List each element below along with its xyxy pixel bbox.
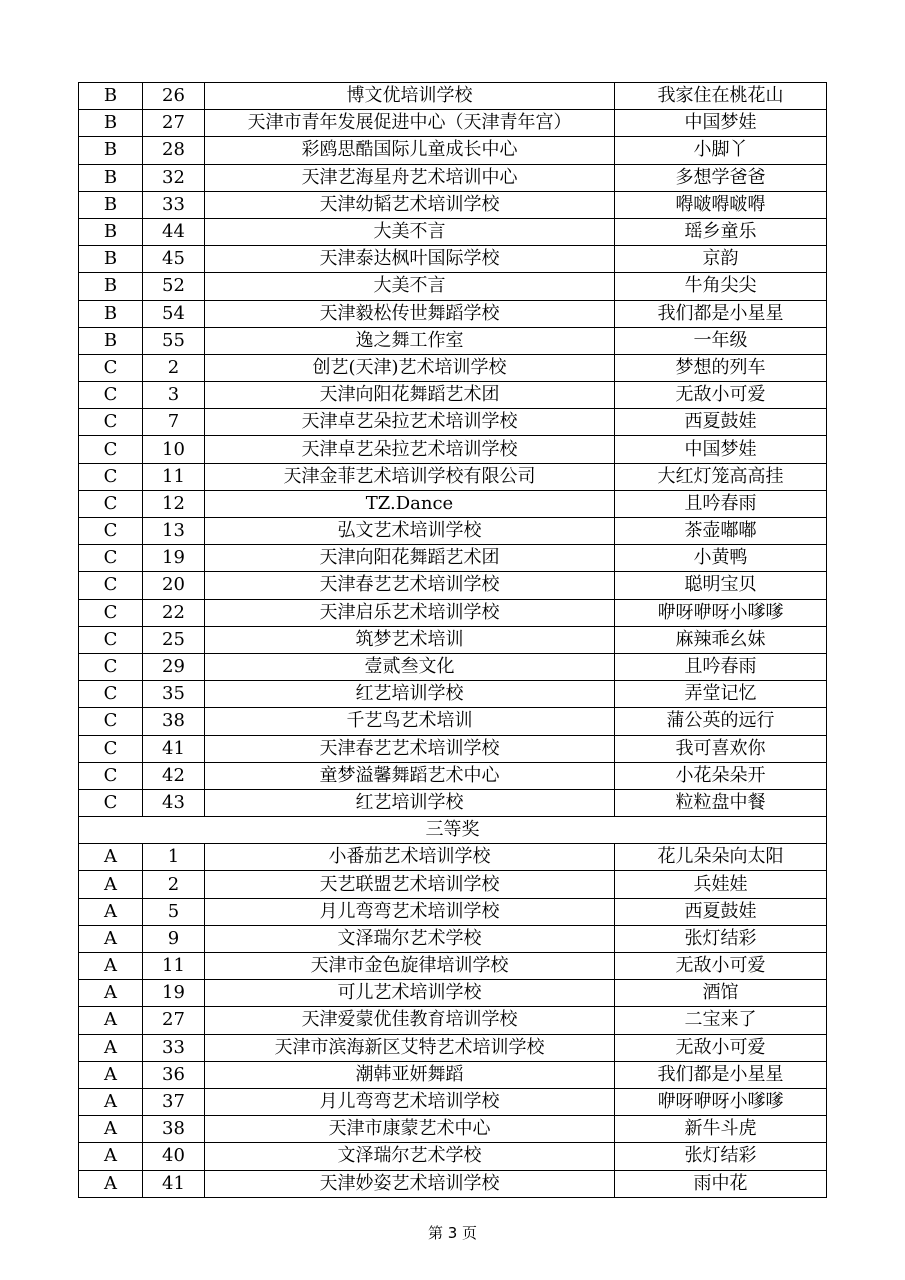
table-row [79,762,827,789]
school-cell: 童梦溢馨舞蹈艺术中心 [205,762,615,789]
number-cell: 28 [143,137,205,164]
number-cell: 32 [143,164,205,191]
program-cell: 小花朵朵开 [615,762,827,789]
program-cell: 大红灯笼高高挂 [615,463,827,490]
school-cell: 小番茄艺术培训学校 [205,844,615,871]
number-cell: 36 [143,1061,205,1088]
section-third-prize [79,817,827,844]
table-body-continued [79,83,827,817]
school-cell: 创艺(天津)艺术培训学校 [205,354,615,381]
program-cell: 聪明宝贝 [615,572,827,599]
number-cell: 54 [143,300,205,327]
group-cell: C [79,409,143,436]
table-row [79,354,827,381]
page-number: 第 3 页 [427,1224,478,1242]
number-cell: 38 [143,708,205,735]
group-cell: A [79,953,143,980]
program-cell: 京韵 [615,246,827,273]
group-cell: C [79,735,143,762]
group-cell: A [79,1061,143,1088]
school-cell: 天津向阳花舞蹈艺术团 [205,545,615,572]
program-cell: 无敌小可爱 [615,1034,827,1061]
number-cell: 44 [143,218,205,245]
school-cell: 红艺培训学校 [205,681,615,708]
program-cell: 雨中花 [615,1170,827,1197]
number-cell: 1 [143,844,205,871]
program-cell: 我家住在桃花山 [615,83,827,110]
table-body-third-prize [79,844,827,1197]
number-cell: 2 [143,354,205,381]
number-cell: 20 [143,572,205,599]
table-row [79,953,827,980]
school-cell: 天津泰达枫叶国际学校 [205,246,615,273]
school-cell: 天津金菲艺术培训学校有限公司 [205,463,615,490]
number-cell: 41 [143,1170,205,1197]
group-cell: B [79,83,143,110]
number-cell: 19 [143,545,205,572]
school-cell: 天津市青年发展促进中心（天津青年宫） [205,110,615,137]
table-row [79,164,827,191]
number-cell: 19 [143,980,205,1007]
table-row [79,735,827,762]
program-cell: 小黄鸭 [615,545,827,572]
table-row [79,409,827,436]
group-cell: C [79,681,143,708]
table-row [79,1088,827,1115]
program-cell: 茶壶嘟嘟 [615,518,827,545]
group-cell: A [79,1170,143,1197]
program-cell: 多想学爸爸 [615,164,827,191]
group-cell: B [79,246,143,273]
table-row [79,844,827,871]
number-cell: 35 [143,681,205,708]
table-row [79,246,827,273]
group-cell: B [79,327,143,354]
program-cell: 西夏鼓娃 [615,409,827,436]
table-row [79,925,827,952]
table-row [79,681,827,708]
table-row [79,273,827,300]
group-cell: C [79,490,143,517]
group-cell: A [79,871,143,898]
group-cell: A [79,1034,143,1061]
table-row [79,1007,827,1034]
table-row [79,300,827,327]
school-cell: 千艺鸟艺术培训 [205,708,615,735]
number-cell: 2 [143,871,205,898]
group-cell: B [79,300,143,327]
program-cell: 酒馆 [615,980,827,1007]
group-cell: C [79,653,143,680]
program-cell: 我们都是小星星 [615,300,827,327]
group-cell: C [79,789,143,816]
program-cell: 中国梦娃 [615,436,827,463]
table-row [79,871,827,898]
number-cell: 29 [143,653,205,680]
group-cell: C [79,354,143,381]
table-row [79,83,827,110]
school-cell: 月儿弯弯艺术培训学校 [205,1088,615,1115]
school-cell: 天津幼韬艺术培训学校 [205,191,615,218]
number-cell: 33 [143,1034,205,1061]
table-row [79,463,827,490]
school-cell: 天津市金色旋律培训学校 [205,953,615,980]
program-cell: 粒粒盘中餐 [615,789,827,816]
program-cell: 中国梦娃 [615,110,827,137]
program-cell: 瑶乡童乐 [615,218,827,245]
school-cell: 天津妙姿艺术培训学校 [205,1170,615,1197]
section-header-row [79,817,827,844]
program-cell: 蒲公英的远行 [615,708,827,735]
school-cell: 天津卓艺朵拉艺术培训学校 [205,436,615,463]
program-cell: 小脚丫 [615,137,827,164]
table-row [79,789,827,816]
school-cell: 可儿艺术培训学校 [205,980,615,1007]
group-cell: B [79,164,143,191]
number-cell: 11 [143,463,205,490]
school-cell: 天津卓艺朵拉艺术培训学校 [205,409,615,436]
table-row [79,708,827,735]
group-cell: A [79,1116,143,1143]
group-cell: A [79,980,143,1007]
program-cell: 兵娃娃 [615,871,827,898]
number-cell: 22 [143,599,205,626]
number-cell: 27 [143,110,205,137]
program-cell: 新牛斗虎 [615,1116,827,1143]
number-cell: 42 [143,762,205,789]
school-cell: 筑梦艺术培训 [205,626,615,653]
school-cell: 文泽瑞尔艺术学校 [205,1143,615,1170]
program-cell: 咿呀咿呀小嗲嗲 [615,599,827,626]
group-cell: A [79,1143,143,1170]
table-row [79,1061,827,1088]
school-cell: 天津市滨海新区艾特艺术培训学校 [205,1034,615,1061]
school-cell: 弘文艺术培训学校 [205,518,615,545]
group-cell: B [79,191,143,218]
number-cell: 27 [143,1007,205,1034]
group-cell: C [79,599,143,626]
school-cell: 壹贰叁文化 [205,653,615,680]
number-cell: 3 [143,382,205,409]
program-cell: 一年级 [615,327,827,354]
table-row [79,1170,827,1197]
number-cell: 13 [143,518,205,545]
table-row [79,518,827,545]
table-row [79,137,827,164]
number-cell: 52 [143,273,205,300]
table-row [79,653,827,680]
table-row [79,1034,827,1061]
group-cell: B [79,218,143,245]
table-row [79,490,827,517]
program-cell: 咿呀咿呀小嗲嗲 [615,1088,827,1115]
number-cell: 26 [143,83,205,110]
table-row [79,545,827,572]
table-row [79,382,827,409]
school-cell: 大美不言 [205,273,615,300]
program-cell: 无敌小可爱 [615,953,827,980]
group-cell: C [79,518,143,545]
group-cell: A [79,1007,143,1034]
table-row [79,599,827,626]
number-cell: 45 [143,246,205,273]
table-row [79,218,827,245]
school-cell: 天津春艺艺术培训学校 [205,735,615,762]
section-title: 三等奖 [79,817,827,844]
number-cell: 37 [143,1088,205,1115]
number-cell: 43 [143,789,205,816]
program-cell: 张灯结彩 [615,925,827,952]
group-cell: C [79,382,143,409]
table-row [79,1116,827,1143]
group-cell: C [79,626,143,653]
program-cell: 麻辣乖幺妹 [615,626,827,653]
table-row [79,572,827,599]
school-cell: 天津爱蒙优佳教育培训学校 [205,1007,615,1034]
group-cell: C [79,762,143,789]
number-cell: 12 [143,490,205,517]
school-cell: 逸之舞工作室 [205,327,615,354]
program-cell: 我们都是小星星 [615,1061,827,1088]
program-cell: 嘚啵嘚啵嘚 [615,191,827,218]
group-cell: A [79,925,143,952]
number-cell: 11 [143,953,205,980]
table-row [79,110,827,137]
number-cell: 10 [143,436,205,463]
school-cell: 月儿弯弯艺术培训学校 [205,898,615,925]
number-cell: 25 [143,626,205,653]
number-cell: 38 [143,1116,205,1143]
school-cell: 潮韩亚妍舞蹈 [205,1061,615,1088]
school-cell: 天津向阳花舞蹈艺术团 [205,382,615,409]
number-cell: 5 [143,898,205,925]
school-cell: 天津市康蒙艺术中心 [205,1116,615,1143]
group-cell: B [79,110,143,137]
number-cell: 33 [143,191,205,218]
table-row [79,1143,827,1170]
table-row [79,626,827,653]
group-cell: B [79,137,143,164]
school-cell: TZ.Dance [205,490,615,517]
table-row [79,327,827,354]
school-cell: 天津毅松传世舞蹈学校 [205,300,615,327]
group-cell: C [79,572,143,599]
program-cell: 且吟春雨 [615,653,827,680]
program-cell: 西夏鼓娃 [615,898,827,925]
program-cell: 且吟春雨 [615,490,827,517]
school-cell: 天津艺海星舟艺术培训中心 [205,164,615,191]
program-cell: 二宝来了 [615,1007,827,1034]
group-cell: A [79,1088,143,1115]
number-cell: 41 [143,735,205,762]
table-row [79,191,827,218]
program-cell: 牛角尖尖 [615,273,827,300]
school-cell: 文泽瑞尔艺术学校 [205,925,615,952]
number-cell: 9 [143,925,205,952]
program-cell: 无敌小可爱 [615,382,827,409]
group-cell: C [79,436,143,463]
table-row [79,980,827,1007]
group-cell: A [79,844,143,871]
school-cell: 天津春艺艺术培训学校 [205,572,615,599]
number-cell: 55 [143,327,205,354]
group-cell: C [79,545,143,572]
table-row [79,898,827,925]
table-row [79,436,827,463]
program-cell: 弄堂记忆 [615,681,827,708]
program-cell: 梦想的列车 [615,354,827,381]
awards-table [78,82,827,1198]
school-cell: 彩鸥思酷国际儿童成长中心 [205,137,615,164]
group-cell: C [79,708,143,735]
number-cell: 40 [143,1143,205,1170]
program-cell: 我可喜欢你 [615,735,827,762]
school-cell: 红艺培训学校 [205,789,615,816]
school-cell: 博文优培训学校 [205,83,615,110]
group-cell: B [79,273,143,300]
number-cell: 7 [143,409,205,436]
school-cell: 天艺联盟艺术培训学校 [205,871,615,898]
group-cell: C [79,463,143,490]
school-cell: 天津启乐艺术培训学校 [205,599,615,626]
school-cell: 大美不言 [205,218,615,245]
program-cell: 花儿朵朵向太阳 [615,844,827,871]
program-cell: 张灯结彩 [615,1143,827,1170]
group-cell: A [79,898,143,925]
